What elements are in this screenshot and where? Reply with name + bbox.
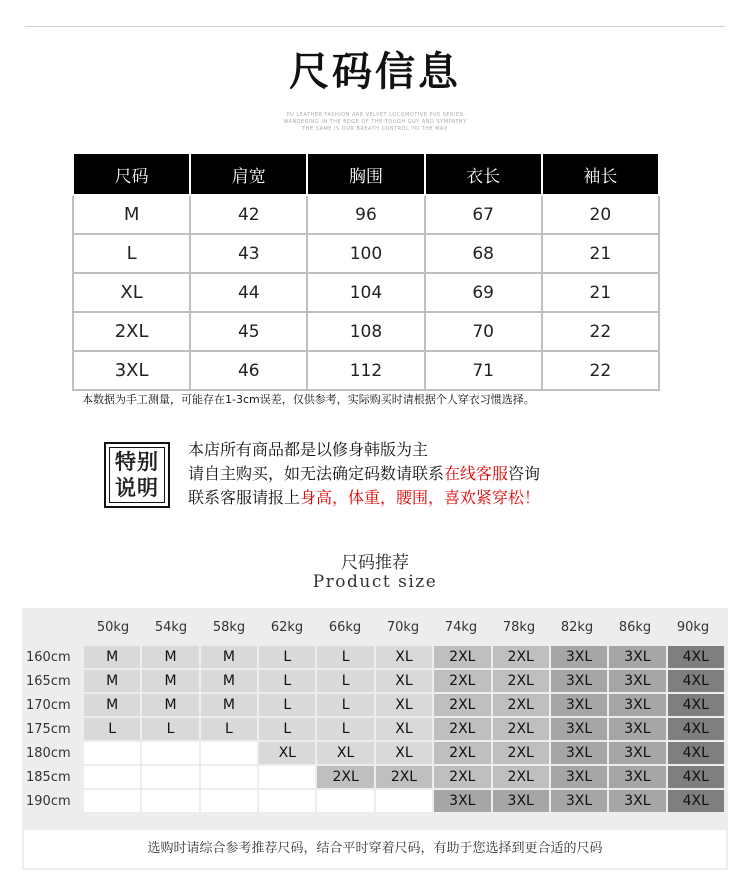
recommend-subtitle: Product size [312,572,438,592]
recommend-cell [201,766,257,788]
recommend-cell: 3XL [551,790,607,812]
recommend-cell: 4XL [668,742,724,764]
badge-line: 说明 [115,476,159,500]
special-notice-badge [104,442,170,508]
header-length: 衣长 [425,153,542,195]
weight-label: 54kg [154,620,188,635]
recommend-cell: 2XL [317,766,373,788]
recommend-cell: L [142,718,198,740]
recommend-cell: 4XL [668,670,724,692]
weight-header-row [84,615,722,641]
recommend-cell: M [84,670,140,692]
badge-line: 特别 [115,450,159,474]
recommend-cell: M [84,646,140,668]
table-row [73,273,659,312]
recommend-row [26,646,724,668]
height-label: 175cm [26,721,71,737]
header-shoulder: 肩宽 [190,153,307,195]
weight-label: 86kg [618,620,652,635]
online-service-highlight: 在线客服 [444,464,509,483]
recommend-cell: 3XL [609,742,665,764]
recommend-cell: XL [376,646,432,668]
recommend-cell: M [201,670,257,692]
recommend-cell: XL [317,742,373,764]
recommend-cell: 3XL [609,766,665,788]
recommend-cell: L [317,646,373,668]
recommend-cell: M [201,694,257,716]
recommend-cell: 4XL [668,766,724,788]
weight-label: 58kg [212,620,246,635]
header-size: 尺码 [73,153,190,195]
recommend-cell: L [259,718,315,740]
recommend-cell: L [259,646,315,668]
table-cell: 3XL [73,351,190,390]
table-cell: 68 [425,234,542,273]
table-cell: 21 [542,273,659,312]
weight-label: 62kg [270,620,304,635]
tagline [0,112,750,133]
recommend-cell: L [317,694,373,716]
recommend-cell: L [317,718,373,740]
notice-text-part: 联系客服请报上 [188,488,301,507]
recommend-cell [376,790,432,812]
recommend-row [26,766,724,788]
table-cell: M [73,195,190,234]
table-cell: 70 [425,312,542,351]
table-cell: 67 [425,195,542,234]
recommend-row [26,790,724,812]
table-cell: 112 [307,351,424,390]
weight-label: 66kg [328,620,362,635]
weight-label: 74kg [444,620,478,635]
recommend-cell [84,766,140,788]
recommend-cell: 3XL [609,790,665,812]
recommend-cell: 2XL [493,646,549,668]
size-table-header [73,153,659,195]
recommend-cell: 2XL [434,670,490,692]
recommend-row [26,670,724,692]
recommend-cell: 2XL [493,670,549,692]
table-cell: 22 [542,351,659,390]
recommend-footer: 选购时请综合参考推荐尺码，结合平时穿着尺码，有助于您选择到更合适的尺码 [24,830,726,868]
recommend-cell [317,790,373,812]
notice-line-3 [188,486,540,510]
table-cell: L [73,234,190,273]
recommend-cell: 3XL [609,694,665,716]
recommend-cell [259,766,315,788]
recommend-cell [201,790,257,812]
table-cell: 42 [190,195,307,234]
recommend-cell: XL [376,694,432,716]
badge-text [109,447,165,503]
height-label: 170cm [26,697,71,713]
recommend-cell: XL [259,742,315,764]
weight-label: 90kg [676,620,710,635]
page-title: 尺码信息 [289,49,461,95]
weight-label: 70kg [386,620,420,635]
table-cell: 43 [190,234,307,273]
size-table [72,152,660,391]
recommend-cell [142,742,198,764]
tagline-line: THE SAME IS OUR BREATH CONTROL TO THE MAX [302,126,448,132]
recommend-cell: 2XL [493,694,549,716]
table-row [73,351,659,390]
recommend-cell: L [84,718,140,740]
recommend-cell: L [259,694,315,716]
recommend-cell: 3XL [434,790,490,812]
recommend-cell: XL [376,742,432,764]
recommend-cell: L [317,670,373,692]
table-cell: 46 [190,351,307,390]
height-label: 180cm [26,745,71,761]
recommend-cell [201,742,257,764]
recommend-cell: 2XL [434,742,490,764]
recommend-cell: 3XL [551,646,607,668]
recommend-cell: 3XL [551,694,607,716]
recommend-cell [142,766,198,788]
recommend-cell: 2XL [493,766,549,788]
table-cell: 22 [542,312,659,351]
notice-line-1: 本店所有商品都是以修身韩版为主 [188,440,429,459]
recommend-cell: M [84,694,140,716]
table-cell: 71 [425,351,542,390]
recommend-cell: M [142,646,198,668]
recommend-cell: M [142,694,198,716]
body-info-highlight: 身高，体重，腰围，喜欢紧穿松！ [300,488,541,507]
recommend-cell: XL [376,670,432,692]
recommend-cell: 3XL [551,670,607,692]
height-label: 190cm [26,793,71,809]
weight-label: 82kg [560,620,594,635]
recommend-cell: 4XL [668,790,724,812]
table-row [73,195,659,234]
recommend-cell: 2XL [434,646,490,668]
table-cell: 104 [307,273,424,312]
recommend-cell: L [259,670,315,692]
height-label: 160cm [26,649,71,665]
table-row [73,312,659,351]
table-cell: 100 [307,234,424,273]
recommend-cell: 2XL [434,718,490,740]
recommend-cell: M [142,670,198,692]
weight-label: 50kg [96,620,130,635]
recommend-row [26,694,724,716]
recommend-row [26,718,724,740]
recommend-cell: 4XL [668,718,724,740]
recommend-cell: 2XL [493,718,549,740]
tagline-line: PU LEATHER FASHION ARE VELVET LOCOMOTIVE PVE SERIES [286,112,464,118]
table-cell: 2XL [73,312,190,351]
table-cell: 20 [542,195,659,234]
notice-text-part: 请自主购买，如无法确定码数请联系 [188,464,445,483]
recommend-cell [84,742,140,764]
recommend-row [26,742,724,764]
recommend-cell: 4XL [668,646,724,668]
top-divider [25,26,725,27]
height-label: 165cm [26,673,71,689]
recommend-cell: 3XL [609,718,665,740]
recommend-cell: 2XL [493,742,549,764]
recommend-cell: 3XL [493,790,549,812]
measurement-note: 本数据为手工测量，可能存在1-3cm误差，仅供参考，实际购买时请根据个人穿衣习惯选择。 [82,393,535,406]
table-cell: 96 [307,195,424,234]
recommend-cell [142,790,198,812]
recommend-cell [84,790,140,812]
tagline-line: WANDERING IN THE EDGE OF THE TOUGH GUY AND SYMPATHY [283,119,467,125]
recommend-cell: M [201,646,257,668]
recommend-cell: 3XL [609,670,665,692]
table-cell: 108 [307,312,424,351]
recommend-title: 尺码推荐 [341,553,409,573]
recommend-cell: 3XL [609,646,665,668]
notice-text [188,438,540,510]
recommend-cell: XL [376,718,432,740]
recommend-cell: 3XL [551,742,607,764]
table-cell: XL [73,273,190,312]
notice-text-part: 咨询 [508,464,541,483]
recommend-cell: L [201,718,257,740]
table-cell: 45 [190,312,307,351]
recommend-cell: 4XL [668,694,724,716]
header-sleeve: 袖长 [542,153,659,195]
notice-line-2 [188,462,540,486]
header-chest: 胸围 [307,153,424,195]
table-cell: 21 [542,234,659,273]
height-label: 185cm [26,769,71,785]
recommend-cell: 2XL [376,766,432,788]
recommend-cell: 3XL [551,766,607,788]
table-row [73,234,659,273]
recommend-cell: 2XL [434,694,490,716]
recommend-cell: 2XL [434,766,490,788]
recommend-grid [24,644,726,814]
recommend-cell: 3XL [551,718,607,740]
recommend-cell [259,790,315,812]
table-cell: 69 [425,273,542,312]
weight-label: 78kg [502,620,536,635]
table-cell: 44 [190,273,307,312]
